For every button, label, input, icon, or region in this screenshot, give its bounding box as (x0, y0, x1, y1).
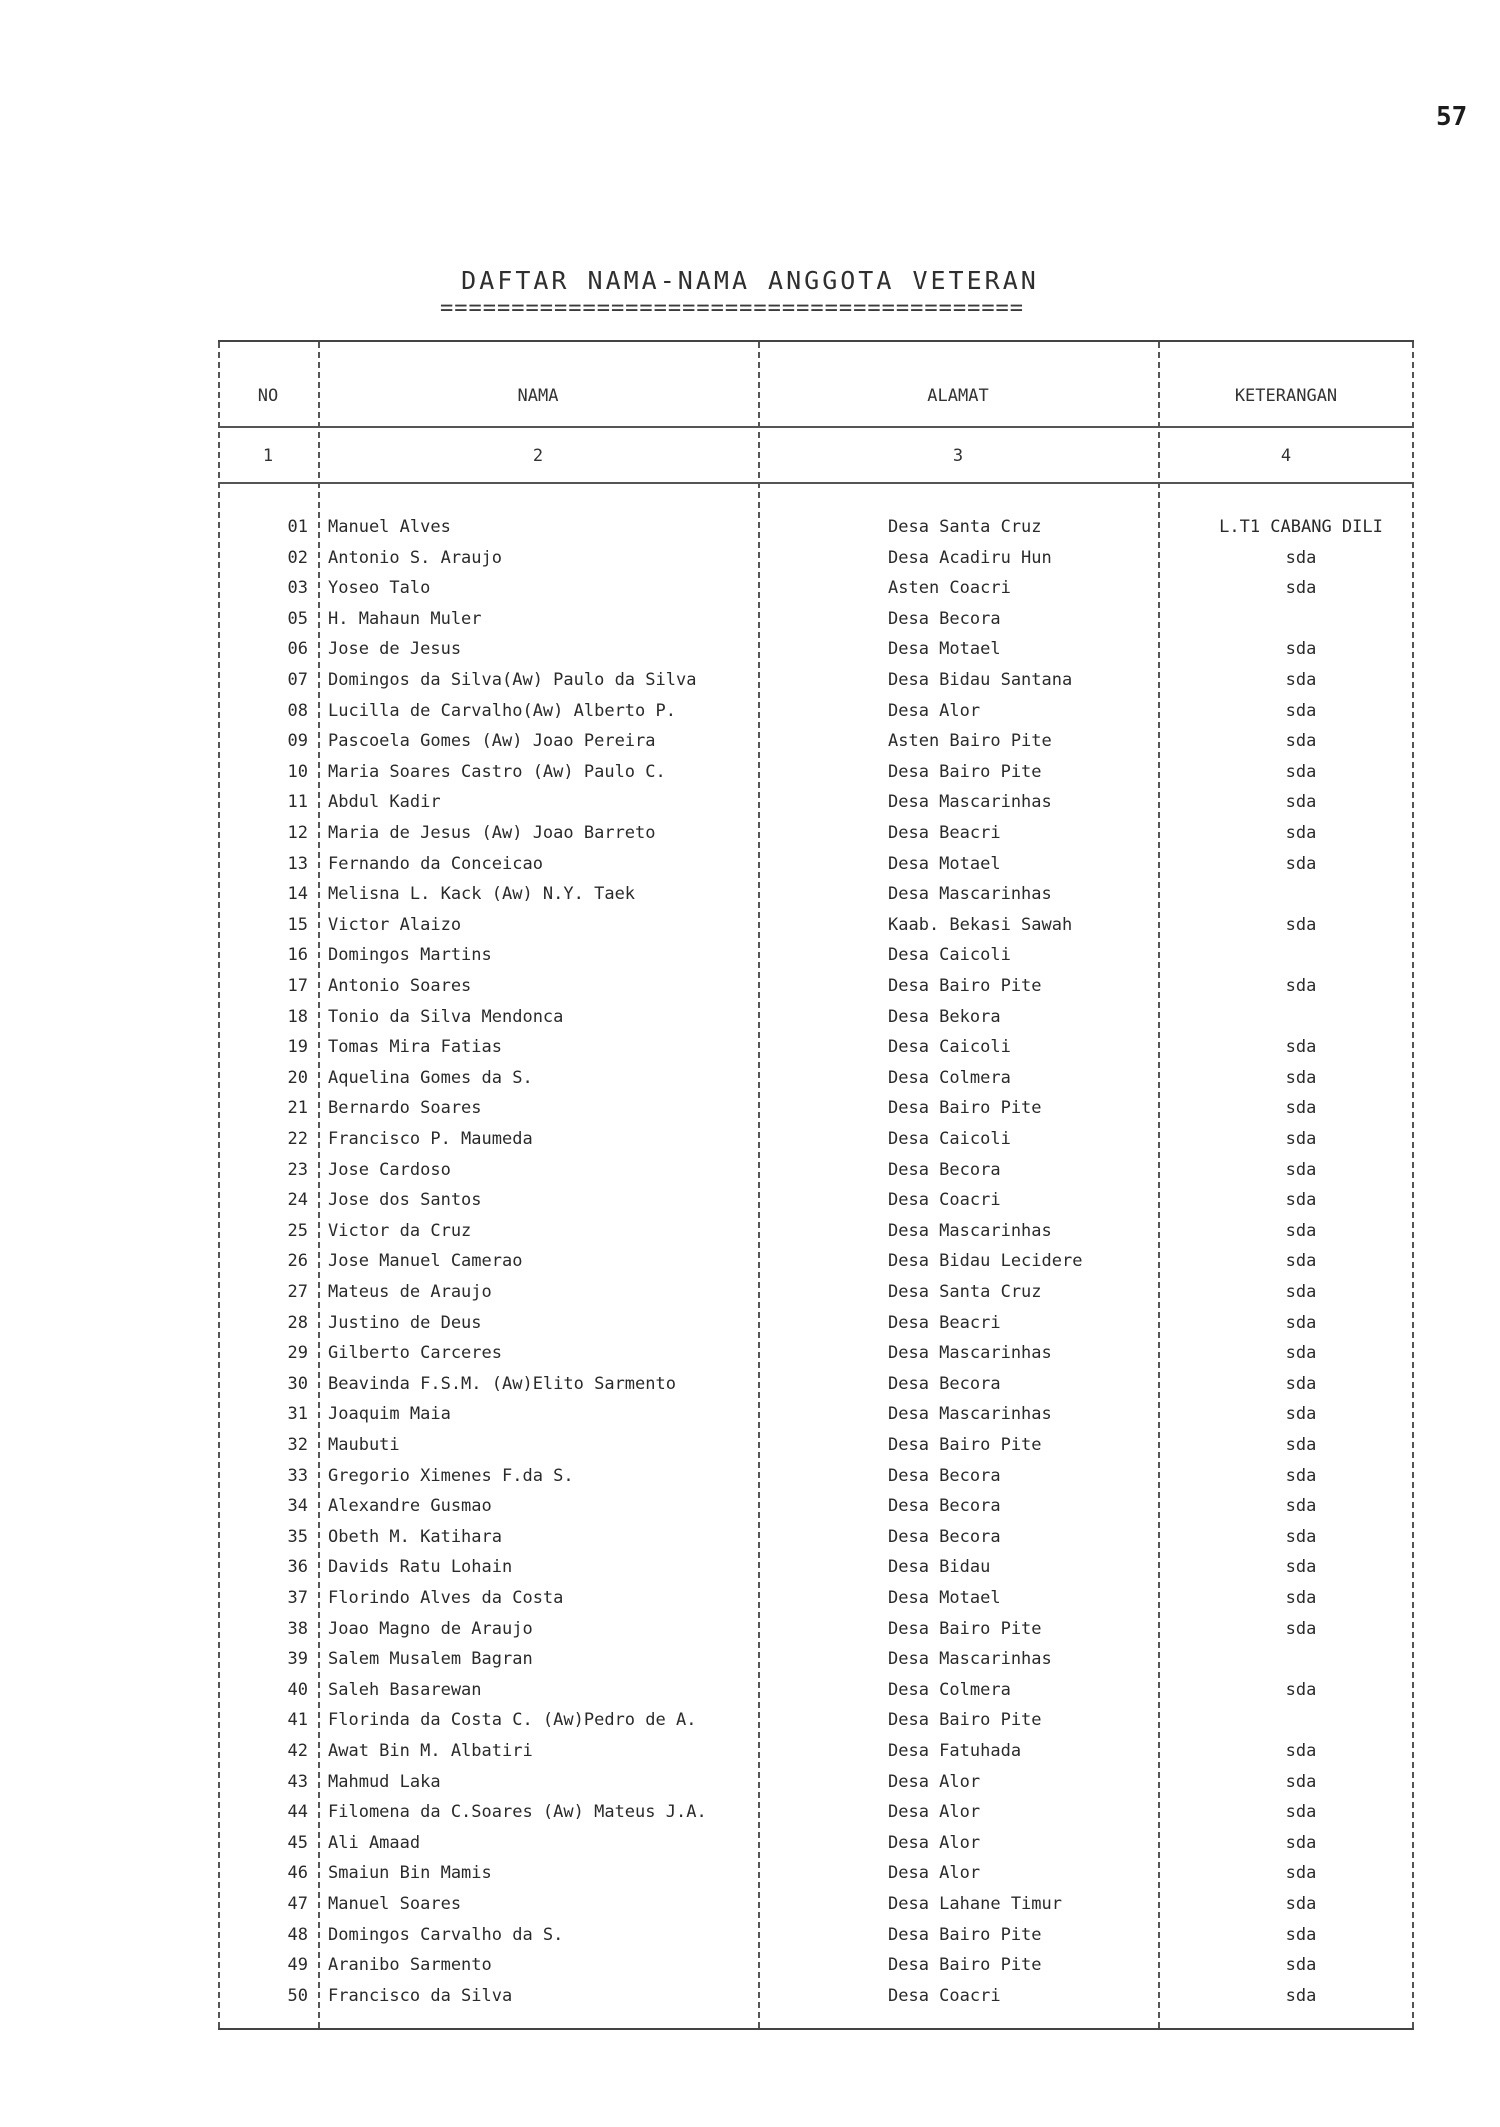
member-name: Florinda da Costa C. (Aw)Pedro de A. (328, 1710, 697, 1731)
row-number: 26 (287, 1251, 308, 1272)
member-name: Jose Cardoso (328, 1159, 451, 1180)
member-name: Fernando da Conceicao (328, 853, 543, 874)
row-number: 41 (287, 1710, 308, 1731)
member-address: Desa Bairo Pite (888, 1098, 1042, 1119)
member-remarks: sda (1285, 1618, 1317, 1639)
table-row (218, 818, 1414, 848)
row-number: 31 (287, 1404, 308, 1425)
table-row (218, 1185, 1414, 1215)
row-number: 37 (287, 1588, 308, 1608)
member-name: Manuel Soares (328, 1894, 462, 1914)
row-number: 36 (287, 1557, 308, 1578)
row-number: 16 (287, 945, 308, 966)
member-remarks: sda (1285, 1924, 1317, 1945)
row-number: 20 (287, 1067, 308, 1088)
member-address: Desa Coacri (888, 1985, 1001, 2006)
table-row (218, 1461, 1414, 1491)
member-name: Domingos Carvalho da S. (328, 1924, 564, 1945)
table-row (218, 1705, 1414, 1735)
row-number: 44 (287, 1802, 308, 1823)
member-name: Mateus de Araujo (328, 1282, 492, 1302)
table-row (218, 1216, 1414, 1246)
member-name: Tonio da Silva Mendonca (328, 1006, 564, 1027)
table-row (218, 1644, 1414, 1674)
row-number: 03 (287, 578, 308, 599)
member-name: Yoseo Talo (328, 578, 431, 599)
member-address: Desa Becora (888, 1159, 1001, 1180)
table-row (218, 1552, 1414, 1582)
row-number: 17 (287, 976, 308, 996)
member-address: Desa Caicoli (888, 1129, 1011, 1149)
member-address: Desa Santa Cruz (888, 1282, 1042, 1302)
table-row (218, 1950, 1414, 1980)
member-remarks: sda (1285, 1037, 1317, 1058)
member-remarks: sda (1285, 1404, 1317, 1425)
table-row (218, 1767, 1414, 1797)
member-remarks: sda (1285, 1955, 1317, 1976)
table-row (218, 910, 1414, 940)
member-remarks: sda (1285, 1741, 1317, 1761)
row-number: 27 (287, 1282, 308, 1302)
member-address: Desa Acadiru Hun (888, 547, 1052, 568)
page-number: 57 (1436, 102, 1468, 132)
member-remarks: sda (1285, 1526, 1317, 1547)
member-name: Melisna L. Kack (Aw) N.Y. Taek (328, 884, 636, 905)
member-address: Desa Bairo Pite (888, 1955, 1042, 1976)
member-name: Victor da Cruz (328, 1220, 472, 1241)
row-number: 48 (287, 1924, 308, 1945)
member-address: Desa Becora (888, 1373, 1001, 1394)
row-number: 42 (287, 1741, 308, 1761)
member-address: Desa Coacri (888, 1190, 1001, 1211)
member-address: Desa Alor (888, 1832, 981, 1853)
member-remarks: sda (1285, 547, 1317, 568)
table-row (218, 512, 1414, 542)
member-name: Antonio Soares (328, 976, 472, 996)
member-name: Francisco da Silva (328, 1985, 513, 2006)
row-number: 09 (287, 731, 308, 752)
table-row (218, 1308, 1414, 1338)
table-row (218, 1522, 1414, 1552)
row-number: 50 (287, 1985, 308, 2006)
row-number: 11 (287, 792, 308, 813)
row-number: 19 (287, 1037, 308, 1058)
member-name: Alexandre Gusmao (328, 1496, 492, 1517)
member-remarks: sda (1285, 1251, 1317, 1272)
table-row (218, 787, 1414, 817)
table-row (218, 1491, 1414, 1521)
member-address: Desa Bairo Pite (888, 976, 1042, 996)
member-remarks: sda (1285, 761, 1317, 782)
table-row (218, 1736, 1414, 1766)
member-address: Asten Bairo Pite (888, 731, 1052, 752)
member-remarks: sda (1285, 1985, 1317, 2006)
row-number: 01 (287, 517, 308, 537)
member-remarks: sda (1285, 1282, 1317, 1302)
member-address: Desa Mascarinhas (888, 1649, 1052, 1670)
member-address: Desa Beacri (888, 823, 1001, 843)
table-row (218, 1583, 1414, 1613)
member-name: Davids Ratu Lohain (328, 1557, 513, 1578)
member-name: Manuel Alves (328, 517, 451, 537)
table-row (218, 1981, 1414, 2011)
table-row (218, 1124, 1414, 1154)
member-address: Desa Motael (888, 853, 1001, 874)
member-address: Desa Fatuhada (888, 1741, 1022, 1761)
veteran-roster-table (218, 340, 1414, 2030)
member-name: Domingos da Silva(Aw) Paulo da Silva (328, 670, 697, 690)
member-name: Domingos Martins (328, 945, 492, 966)
member-address: Desa Mascarinhas (888, 1220, 1052, 1241)
colnum-3: 3 (952, 446, 964, 466)
row-number: 49 (287, 1955, 308, 1976)
row-number: 34 (287, 1496, 308, 1517)
member-remarks: sda (1285, 1557, 1317, 1578)
member-name: Victor Alaizo (328, 914, 462, 935)
member-address: Asten Coacri (888, 578, 1011, 599)
member-remarks: sda (1285, 976, 1317, 996)
member-name: Gilberto Carceres (328, 1343, 502, 1364)
member-name: H. Mahaun Muler (328, 608, 482, 629)
row-number: 43 (287, 1771, 308, 1792)
row-number: 07 (287, 670, 308, 690)
member-name: Florindo Alves da Costa (328, 1588, 564, 1608)
colnum-4: 4 (1280, 446, 1292, 466)
member-address: Desa Motael (888, 1588, 1001, 1608)
member-name: Aquelina Gomes da S. (328, 1067, 533, 1088)
row-number: 46 (287, 1863, 308, 1884)
table-row (218, 1797, 1414, 1827)
member-address: Desa Mascarinhas (888, 1404, 1052, 1425)
member-name: Lucilla de Carvalho(Aw) Alberto P. (328, 700, 676, 721)
member-address: Kaab. Bekasi Sawah (888, 914, 1073, 935)
table-row (218, 1399, 1414, 1429)
member-address: Desa Becora (888, 608, 1001, 629)
table-row (218, 849, 1414, 879)
row-number: 32 (287, 1435, 308, 1455)
member-address: Desa Santa Cruz (888, 517, 1042, 537)
member-name: Gregorio Ximenes F.da S. (328, 1465, 574, 1486)
member-address: Desa Bairo Pite (888, 1710, 1042, 1731)
member-remarks: sda (1285, 731, 1317, 752)
member-address: Desa Mascarinhas (888, 1343, 1052, 1364)
member-address: Desa Bairo Pite (888, 1618, 1042, 1639)
table-row (218, 634, 1414, 664)
member-name: Jose Manuel Camerao (328, 1251, 523, 1272)
member-remarks: sda (1285, 1190, 1317, 1211)
row-number: 05 (287, 608, 308, 629)
member-name: Salem Musalem Bagran (328, 1649, 533, 1670)
table-row (218, 1858, 1414, 1888)
member-name: Jose dos Santos (328, 1190, 482, 1211)
member-name: Ali Amaad (328, 1832, 421, 1853)
member-address: Desa Motael (888, 639, 1001, 660)
table-row (218, 1093, 1414, 1123)
member-remarks: sda (1285, 1373, 1317, 1394)
row-number: 10 (287, 761, 308, 782)
member-remarks: sda (1285, 1067, 1317, 1088)
member-name: Obeth M. Katihara (328, 1526, 502, 1547)
header-alamat: ALAMAT (927, 386, 989, 406)
header-divider (218, 426, 1414, 428)
document-title: DAFTAR NAMA-NAMA ANGGOTA VETERAN (461, 266, 1039, 295)
row-number: 35 (287, 1526, 308, 1547)
member-address: Desa Lahane Timur (888, 1894, 1062, 1914)
member-name: Joaquim Maia (328, 1404, 451, 1425)
member-address: Desa Caicoli (888, 1037, 1011, 1058)
table-row (218, 1338, 1414, 1368)
header-no: NO (257, 386, 279, 406)
row-number: 24 (287, 1190, 308, 1211)
member-remarks: sda (1285, 1802, 1317, 1823)
member-remarks: sda (1285, 823, 1317, 843)
member-address: Desa Bidau Lecidere (888, 1251, 1083, 1272)
table-row (218, 1002, 1414, 1032)
row-number: 25 (287, 1220, 308, 1241)
member-address: Desa Colmera (888, 1067, 1011, 1088)
member-address: Desa Bairo Pite (888, 1924, 1042, 1945)
row-number: 21 (287, 1098, 308, 1119)
member-address: Desa Mascarinhas (888, 792, 1052, 813)
row-number: 39 (287, 1649, 308, 1670)
table-row (218, 1155, 1414, 1185)
table-row (218, 1246, 1414, 1276)
member-address: Desa Alor (888, 700, 981, 721)
row-number: 38 (287, 1618, 308, 1639)
member-remarks: sda (1285, 1159, 1317, 1180)
row-number: 33 (287, 1465, 308, 1486)
member-name: Smaiun Bin Mamis (328, 1863, 492, 1884)
table-row (218, 1675, 1414, 1705)
row-number: 13 (287, 853, 308, 874)
title-underline: ========================================= (440, 296, 1025, 321)
table-row (218, 1277, 1414, 1307)
row-number: 12 (287, 823, 308, 843)
member-name: Abdul Kadir (328, 792, 441, 813)
table-row (218, 1614, 1414, 1644)
member-name: Mahmud Laka (328, 1771, 441, 1792)
row-number: 30 (287, 1373, 308, 1394)
colnum-1: 1 (262, 446, 274, 466)
member-remarks: sda (1285, 1894, 1317, 1914)
member-name: Francisco P. Maumeda (328, 1129, 533, 1149)
member-remarks: sda (1285, 1129, 1317, 1149)
row-number: 14 (287, 884, 308, 905)
member-address: Desa Becora (888, 1496, 1001, 1517)
member-remarks: sda (1285, 853, 1317, 874)
row-number: 06 (287, 639, 308, 660)
table-row (218, 696, 1414, 726)
member-name: Maubuti (328, 1435, 400, 1455)
member-name: Maria de Jesus (Aw) Joao Barreto (328, 823, 656, 843)
member-name: Beavinda F.S.M. (Aw)Elito Sarmento (328, 1373, 676, 1394)
member-name: Antonio S. Araujo (328, 547, 502, 568)
table-row (218, 573, 1414, 603)
table-row (218, 940, 1414, 970)
member-address: Desa Bidau (888, 1557, 991, 1578)
member-name: Joao Magno de Araujo (328, 1618, 533, 1639)
table-row (218, 1920, 1414, 1950)
member-remarks: sda (1285, 1435, 1317, 1455)
member-name: Jose de Jesus (328, 639, 462, 660)
row-number: 47 (287, 1894, 308, 1914)
row-number: 02 (287, 547, 308, 568)
table-row (218, 1828, 1414, 1858)
header-keterangan: KETERANGAN (1234, 386, 1338, 406)
member-remarks: sda (1285, 1863, 1317, 1884)
member-name: Maria Soares Castro (Aw) Paulo C. (328, 761, 666, 782)
table-row (218, 757, 1414, 787)
table-row (218, 1032, 1414, 1062)
member-address: Desa Bekora (888, 1006, 1001, 1027)
row-number: 08 (287, 700, 308, 721)
row-number: 29 (287, 1343, 308, 1364)
row-number: 23 (287, 1159, 308, 1180)
row-number: 15 (287, 914, 308, 935)
table-row (218, 1063, 1414, 1093)
member-remarks: sda (1285, 1098, 1317, 1119)
member-address: Desa Becora (888, 1465, 1001, 1486)
member-remarks: sda (1285, 1588, 1317, 1608)
member-address: Desa Caicoli (888, 945, 1011, 966)
member-name: Saleh Basarewan (328, 1679, 482, 1700)
member-address: Desa Colmera (888, 1679, 1011, 1700)
member-remarks: sda (1285, 1679, 1317, 1700)
member-address: Desa Alor (888, 1863, 981, 1884)
member-name: Bernardo Soares (328, 1098, 482, 1119)
member-name: Pascoela Gomes (Aw) Joao Pereira (328, 731, 656, 752)
table-row (218, 665, 1414, 695)
member-name: Awat Bin M. Albatiri (328, 1741, 533, 1761)
column-number-divider (218, 482, 1414, 484)
header-nama: NAMA (517, 386, 559, 406)
row-number: 40 (287, 1679, 308, 1700)
member-address: Desa Alor (888, 1771, 981, 1792)
member-name: Filomena da C.Soares (Aw) Mateus J.A. (328, 1802, 707, 1823)
table-row (218, 971, 1414, 1001)
member-remarks: sda (1285, 639, 1317, 660)
member-remarks: L.T1 CABANG DILI (1219, 517, 1383, 537)
member-address: Desa Bidau Santana (888, 670, 1073, 690)
member-address: Desa Bairo Pite (888, 761, 1042, 782)
member-remarks: sda (1285, 1832, 1317, 1853)
member-remarks: sda (1285, 700, 1317, 721)
table-row (218, 1430, 1414, 1460)
member-remarks: sda (1285, 792, 1317, 813)
member-remarks: sda (1285, 1465, 1317, 1486)
row-number: 28 (287, 1312, 308, 1333)
member-address: Desa Mascarinhas (888, 884, 1052, 905)
table-row (218, 604, 1414, 634)
member-address: Desa Becora (888, 1526, 1001, 1547)
table-row (218, 726, 1414, 756)
table-row (218, 879, 1414, 909)
member-remarks: sda (1285, 1220, 1317, 1241)
member-remarks: sda (1285, 1771, 1317, 1792)
member-remarks: sda (1285, 1343, 1317, 1364)
member-name: Aranibo Sarmento (328, 1955, 492, 1976)
row-number: 22 (287, 1129, 308, 1149)
member-remarks: sda (1285, 1312, 1317, 1333)
member-name: Tomas Mira Fatias (328, 1037, 502, 1058)
table-row (218, 1369, 1414, 1399)
table-row (218, 1889, 1414, 1919)
row-number: 45 (287, 1832, 308, 1853)
member-address: Desa Bairo Pite (888, 1435, 1042, 1455)
member-address: Desa Alor (888, 1802, 981, 1823)
colnum-2: 2 (532, 446, 544, 466)
member-remarks: sda (1285, 1496, 1317, 1517)
member-remarks: sda (1285, 670, 1317, 690)
member-remarks: sda (1285, 578, 1317, 599)
table-row (218, 543, 1414, 573)
member-name: Justino de Deus (328, 1312, 482, 1333)
member-address: Desa Beacri (888, 1312, 1001, 1333)
member-remarks: sda (1285, 914, 1317, 935)
row-number: 18 (287, 1006, 308, 1027)
